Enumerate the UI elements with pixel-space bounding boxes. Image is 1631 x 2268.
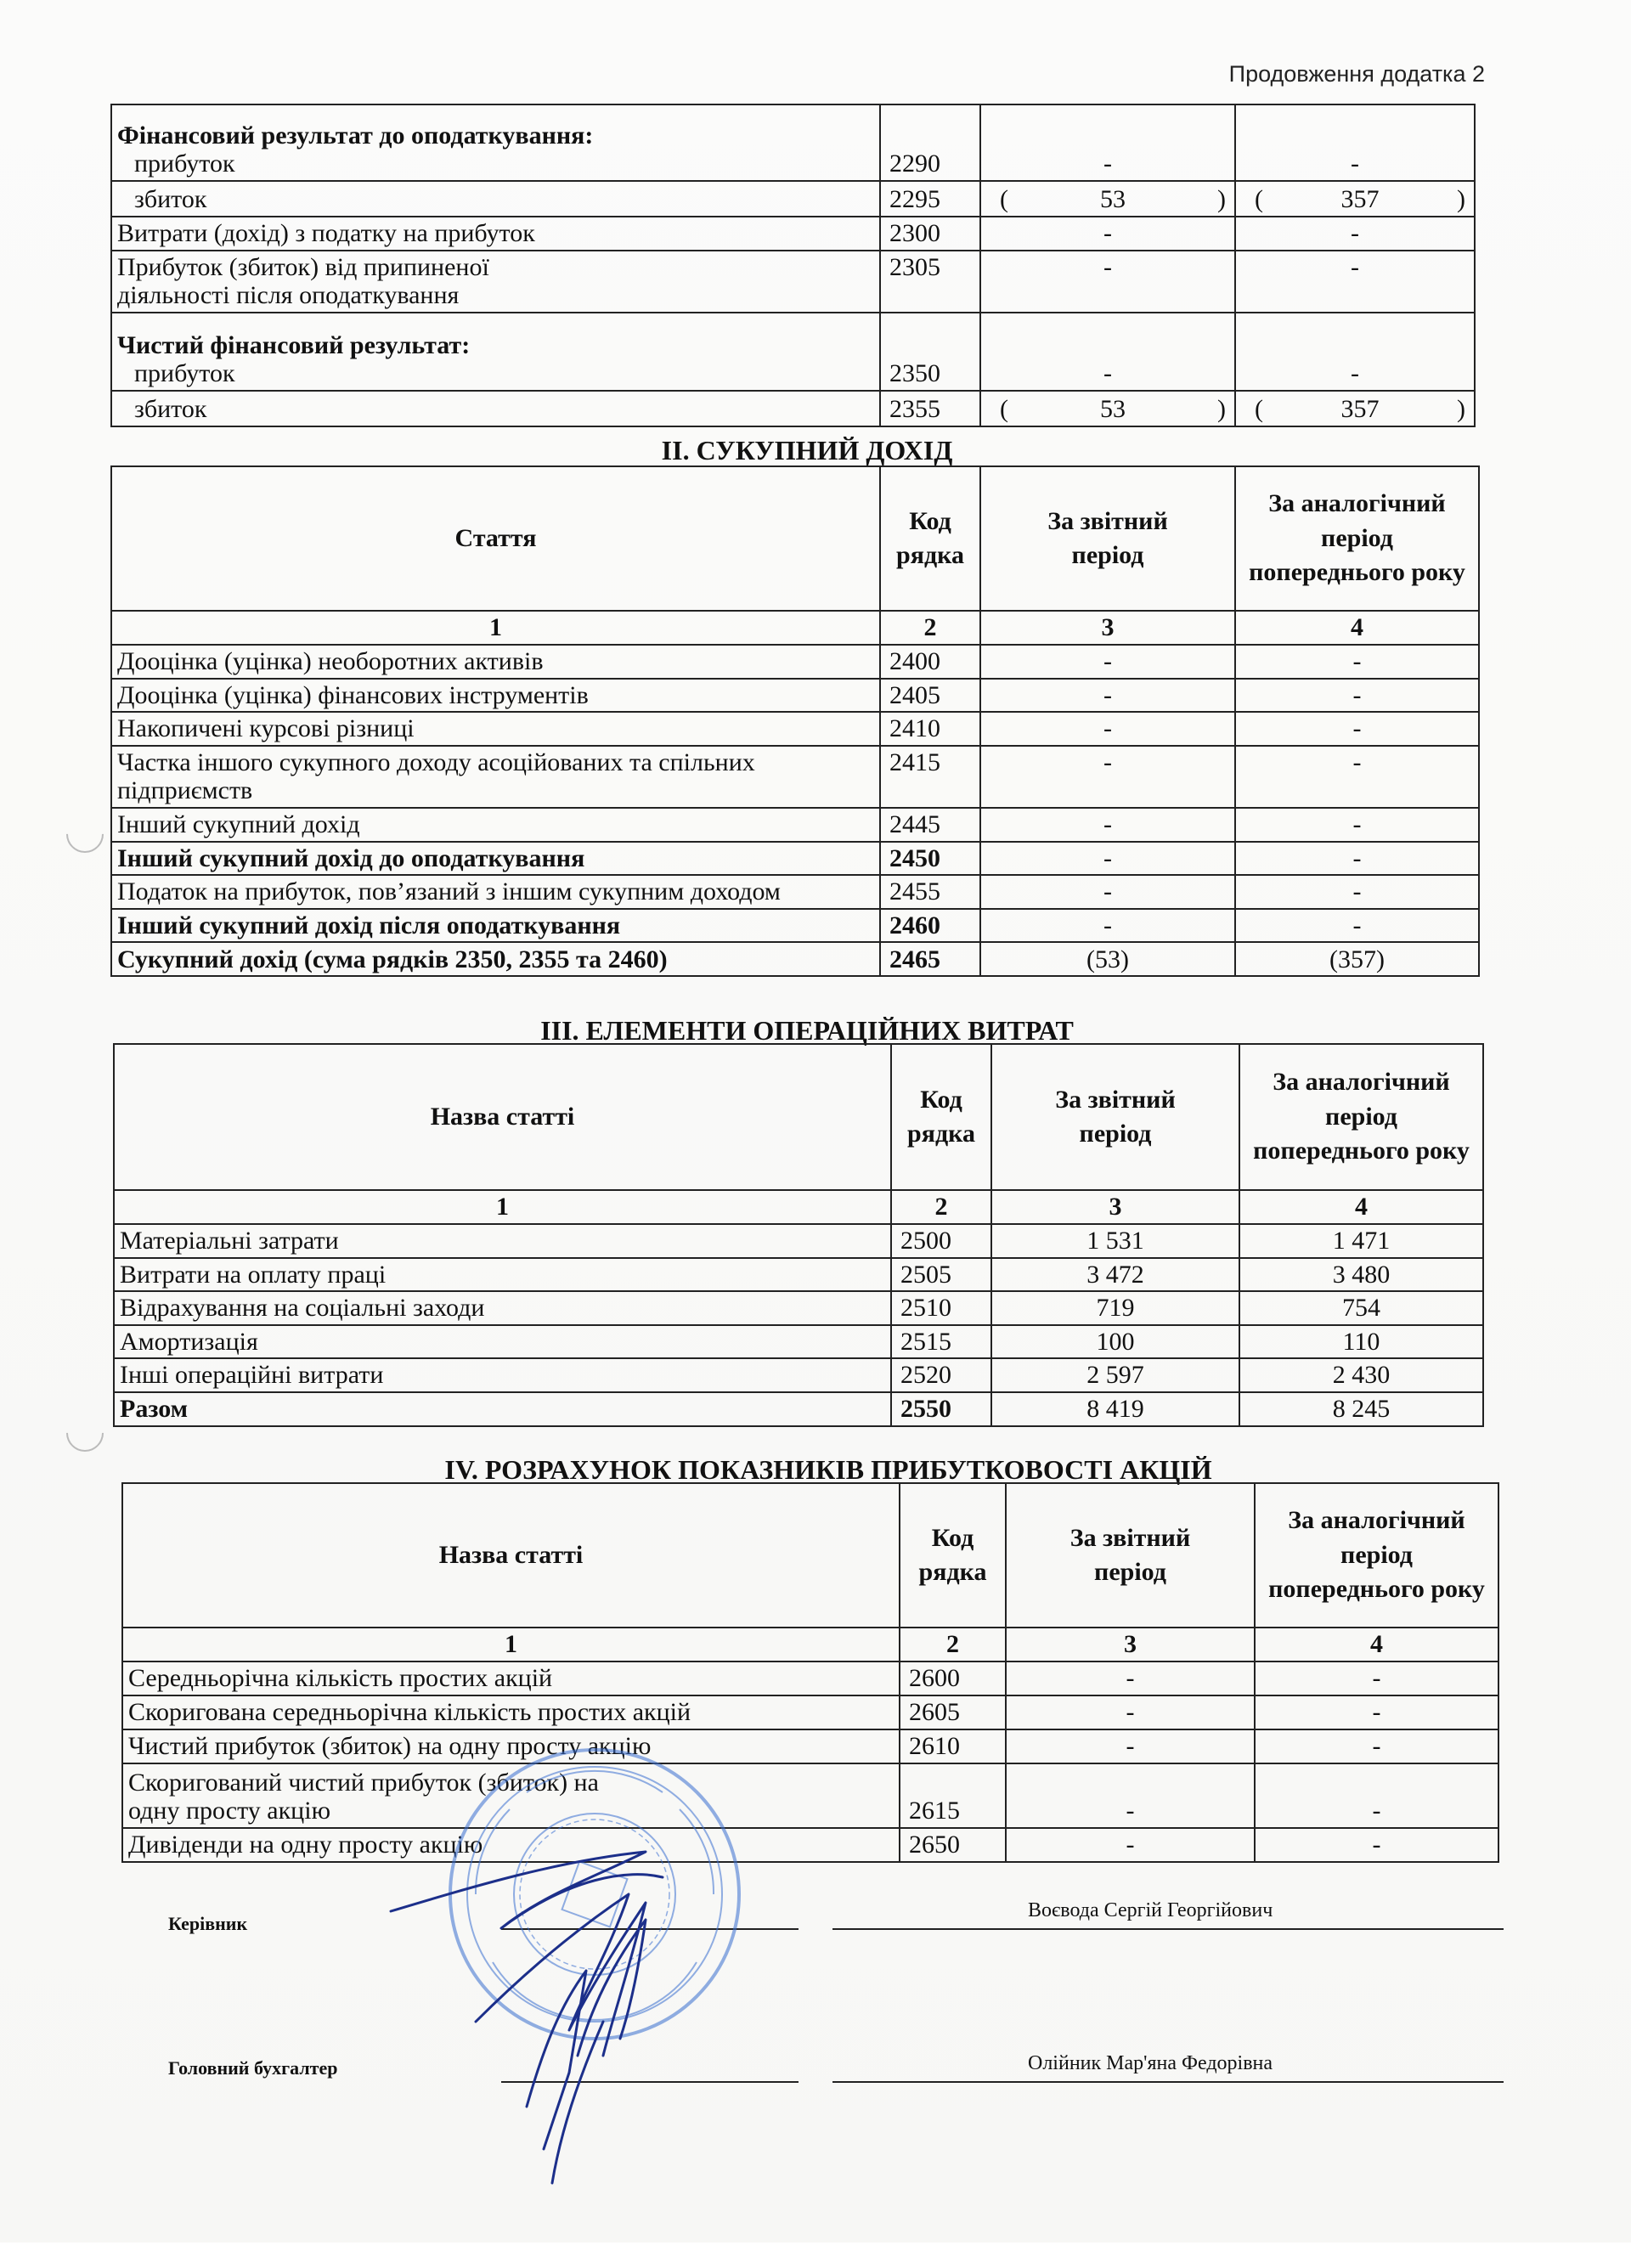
header-code: Код рядка xyxy=(891,1044,991,1190)
row-label xyxy=(111,313,880,391)
row-previous: 1 471 xyxy=(1239,1224,1483,1258)
header-previous: За аналогічний період попереднього року xyxy=(1255,1483,1498,1628)
row-code: 2290 xyxy=(880,104,980,181)
row-code: 2410 xyxy=(880,712,980,746)
table-row xyxy=(122,1695,1498,1729)
table-row xyxy=(122,1828,1498,1862)
row-previous: - xyxy=(1255,1729,1498,1763)
column-number: 4 xyxy=(1235,611,1479,645)
column-number-row xyxy=(122,1628,1498,1662)
row-current: - xyxy=(980,104,1235,181)
name-line xyxy=(832,2081,1504,2083)
row-label: Дооцінка (уцінка) необоротних активів xyxy=(111,645,880,679)
row-label: Амортизація xyxy=(114,1325,891,1359)
row-code: 2605 xyxy=(900,1695,1006,1729)
row-label xyxy=(111,391,880,426)
head-name: Воєвода Сергій Георгійович xyxy=(1028,1899,1273,1921)
row-current: - xyxy=(980,313,1235,391)
row-previous: - xyxy=(1235,313,1475,391)
comprehensive-income-table xyxy=(110,465,1480,977)
row-code: 2445 xyxy=(880,808,980,842)
value-current: 53 xyxy=(1100,395,1126,424)
column-number: 4 xyxy=(1239,1190,1483,1224)
row-label xyxy=(111,104,880,181)
header-current: За звітний період xyxy=(1006,1483,1255,1628)
table-row xyxy=(114,1325,1483,1359)
row-current: - xyxy=(980,746,1235,808)
row-code: 2455 xyxy=(880,875,980,909)
row-label: Прибуток (збиток) від припиненої діяльності після оподаткування xyxy=(111,251,880,313)
row-current: 100 xyxy=(991,1325,1239,1359)
row-code: 2650 xyxy=(900,1828,1006,1862)
row-label: Інший сукупний дохід після оподаткування xyxy=(111,909,880,943)
row-label: Сукупний дохід (сума рядків 2350, 2355 та 2460) xyxy=(111,942,880,976)
column-number: 2 xyxy=(880,611,980,645)
row-code: 2305 xyxy=(880,251,980,313)
continuation-note: Продовження додатка 2 xyxy=(1228,61,1485,87)
accountant-name: Олійник Мар'яна Федорівна xyxy=(1028,2052,1273,2074)
value-current: 53 xyxy=(1100,185,1126,214)
row-label-text: збиток xyxy=(134,185,207,214)
row-label-text: збиток xyxy=(134,395,207,424)
row-previous: - xyxy=(1255,1695,1498,1729)
row-label: Витрати (дохід) з податку на прибуток xyxy=(111,217,880,251)
row-label-heading: Чистий фінансовий результат: xyxy=(117,330,471,359)
row-previous: ( 357 ) xyxy=(1235,391,1475,426)
row-code: 2450 xyxy=(880,842,980,876)
punch-hole-mark xyxy=(59,808,111,860)
signature-line xyxy=(501,2081,799,2083)
table-row xyxy=(111,251,1475,313)
row-previous: - xyxy=(1235,875,1479,909)
row-current: - xyxy=(1006,1729,1255,1763)
row-previous: - xyxy=(1235,679,1479,713)
row-label-heading: Фінансовий результат до оподаткування: xyxy=(117,121,594,150)
row-current: - xyxy=(980,645,1235,679)
row-current: ( 53 ) xyxy=(980,181,1235,217)
row-current: 1 531 xyxy=(991,1224,1239,1258)
row-label: Податок на прибуток, пов’язаний з іншим сукупним доходом xyxy=(111,875,880,909)
row-previous: - xyxy=(1235,808,1479,842)
row-code: 2355 xyxy=(880,391,980,426)
row-current: - xyxy=(980,909,1235,943)
row-current: 719 xyxy=(991,1291,1239,1325)
table-row xyxy=(122,1729,1498,1763)
row-label: Скоригована середньорічна кількість простих акцій xyxy=(122,1695,900,1729)
row-current: 8 419 xyxy=(991,1392,1239,1426)
row-previous: 3 480 xyxy=(1239,1258,1483,1292)
row-previous: - xyxy=(1255,1828,1498,1862)
header-code: Код рядка xyxy=(900,1483,1006,1628)
row-label-text: прибуток xyxy=(134,359,235,388)
row-previous: (357) xyxy=(1235,942,1479,976)
table-row xyxy=(111,181,1475,217)
value-previous: 357 xyxy=(1340,395,1380,424)
row-label: Відрахування на соціальні заходи xyxy=(114,1291,891,1325)
row-code: 2415 xyxy=(880,746,980,808)
row-current: 3 472 xyxy=(991,1258,1239,1292)
row-label: Частка іншого сукупного доходу асоційованих та спільних підприємств xyxy=(111,746,880,808)
header-article: Назва статті xyxy=(122,1483,900,1628)
table-row xyxy=(111,217,1475,251)
table-row xyxy=(111,679,1479,713)
table-header-row xyxy=(111,466,1479,611)
value-previous: 357 xyxy=(1340,185,1380,214)
operating-expenses-table xyxy=(113,1043,1484,1427)
table-row xyxy=(122,1763,1498,1828)
column-number: 1 xyxy=(114,1190,891,1224)
row-label: Інший сукупний дохід xyxy=(111,808,880,842)
row-previous: 2 430 xyxy=(1239,1358,1483,1392)
row-code: 2460 xyxy=(880,909,980,943)
head-label: Керівник xyxy=(168,1913,248,1934)
row-current: ( 53 ) xyxy=(980,391,1235,426)
column-number: 3 xyxy=(991,1190,1239,1224)
column-number-row xyxy=(114,1190,1483,1224)
row-previous: - xyxy=(1255,1763,1498,1828)
row-current: - xyxy=(980,679,1235,713)
header-current: За звітний період xyxy=(991,1044,1239,1190)
accountant-label: Головний бухгалтер xyxy=(168,2057,338,2079)
table-row xyxy=(111,313,1475,391)
signature-scribble xyxy=(374,1826,816,2268)
row-code: 2520 xyxy=(891,1358,991,1392)
row-code: 2515 xyxy=(891,1325,991,1359)
header-previous: За аналогічний період попереднього року xyxy=(1239,1044,1483,1190)
row-code: 2300 xyxy=(880,217,980,251)
row-label: Матеріальні затрати xyxy=(114,1224,891,1258)
row-previous: - xyxy=(1235,104,1475,181)
column-number: 1 xyxy=(111,611,880,645)
table-row xyxy=(111,746,1479,808)
table-row xyxy=(111,104,1475,181)
row-current: - xyxy=(1006,1662,1255,1695)
row-code: 2510 xyxy=(891,1291,991,1325)
section-title: IV. РОЗРАХУНОК ПОКАЗНИКІВ ПРИБУТКОВОСТІ АКЦІЙ xyxy=(444,1454,1212,1485)
column-number: 4 xyxy=(1255,1628,1498,1662)
row-previous: 110 xyxy=(1239,1325,1483,1359)
row-code: 2465 xyxy=(880,942,980,976)
row-current: - xyxy=(980,875,1235,909)
row-code: 2600 xyxy=(900,1662,1006,1695)
row-current: - xyxy=(980,217,1235,251)
row-label: Дивіденди на одну просту акцію xyxy=(122,1828,900,1862)
row-code: 2550 xyxy=(891,1392,991,1426)
row-label: Разом xyxy=(114,1392,891,1426)
financial-result-table xyxy=(110,104,1476,427)
table-row xyxy=(111,808,1479,842)
row-current: - xyxy=(1006,1828,1255,1862)
table-row xyxy=(111,391,1475,426)
section-title: ІІ. СУКУПНИЙ ДОХІД xyxy=(661,435,953,465)
row-code: 2500 xyxy=(891,1224,991,1258)
table-header-row xyxy=(122,1483,1498,1628)
row-label xyxy=(111,181,880,217)
row-code: 2505 xyxy=(891,1258,991,1292)
table-header-row xyxy=(114,1044,1483,1190)
column-number: 1 xyxy=(122,1628,900,1662)
name-line xyxy=(832,1928,1504,1930)
row-label: Накопичені курсові різниці xyxy=(111,712,880,746)
share-profitability-table xyxy=(121,1482,1499,1863)
section-title: ІІІ. ЕЛЕМЕНТИ ОПЕРАЦІЙНИХ ВИТРАТ xyxy=(540,1015,1074,1046)
column-number: 3 xyxy=(980,611,1235,645)
column-number: 2 xyxy=(891,1190,991,1224)
column-number: 3 xyxy=(1006,1628,1255,1662)
row-previous: - xyxy=(1235,842,1479,876)
row-previous: - xyxy=(1255,1662,1498,1695)
table-row xyxy=(111,645,1479,679)
table-row xyxy=(114,1258,1483,1292)
table-row xyxy=(114,1392,1483,1426)
table-row xyxy=(111,942,1479,976)
row-code: 2405 xyxy=(880,679,980,713)
row-code: 2615 xyxy=(900,1763,1006,1828)
table-row xyxy=(111,875,1479,909)
row-previous: - xyxy=(1235,217,1475,251)
row-previous: - xyxy=(1235,712,1479,746)
row-label: Чистий прибуток (збиток) на одну просту акцію xyxy=(122,1729,900,1763)
row-label: Інші операційні витрати xyxy=(114,1358,891,1392)
table-row xyxy=(114,1358,1483,1392)
row-previous: - xyxy=(1235,909,1479,943)
row-previous: ( 357 ) xyxy=(1235,181,1475,217)
row-previous: 754 xyxy=(1239,1291,1483,1325)
table-row xyxy=(114,1224,1483,1258)
row-current: - xyxy=(1006,1695,1255,1729)
row-previous: - xyxy=(1235,251,1475,313)
table-row xyxy=(111,712,1479,746)
row-current: 2 597 xyxy=(991,1358,1239,1392)
row-previous: - xyxy=(1235,746,1479,808)
row-label: Витрати на оплату праці xyxy=(114,1258,891,1292)
header-current: За звітний період xyxy=(980,466,1235,611)
column-number: 2 xyxy=(900,1628,1006,1662)
row-label-text: прибуток xyxy=(134,150,235,178)
row-label: Скоригований чистий прибуток (збиток) на одну просту акцію xyxy=(122,1763,900,1828)
header-article: Назва статті xyxy=(114,1044,891,1190)
row-current: (53) xyxy=(980,942,1235,976)
row-current: - xyxy=(980,842,1235,876)
row-label: Дооцінка (уцінка) фінансових інструментів xyxy=(111,679,880,713)
row-label: Інший сукупний дохід до оподаткування xyxy=(111,842,880,876)
table-row xyxy=(114,1291,1483,1325)
row-code: 2400 xyxy=(880,645,980,679)
row-current: - xyxy=(980,251,1235,313)
table-row xyxy=(122,1662,1498,1695)
row-label: Середньорічна кількість простих акцій xyxy=(122,1662,900,1695)
header-previous: За аналогічний період попереднього року xyxy=(1235,466,1479,611)
table-row xyxy=(111,909,1479,943)
header-code: Код рядка xyxy=(880,466,980,611)
row-current: - xyxy=(1006,1763,1255,1828)
row-code: 2295 xyxy=(880,181,980,217)
row-code: 2610 xyxy=(900,1729,1006,1763)
row-code: 2350 xyxy=(880,313,980,391)
header-article: Стаття xyxy=(111,466,880,611)
row-previous: - xyxy=(1235,645,1479,679)
column-number-row xyxy=(111,611,1479,645)
row-current: - xyxy=(980,712,1235,746)
row-current: - xyxy=(980,808,1235,842)
signature-line xyxy=(501,1928,799,1930)
table-row xyxy=(111,842,1479,876)
row-previous: 8 245 xyxy=(1239,1392,1483,1426)
punch-hole-mark xyxy=(59,1407,111,1459)
